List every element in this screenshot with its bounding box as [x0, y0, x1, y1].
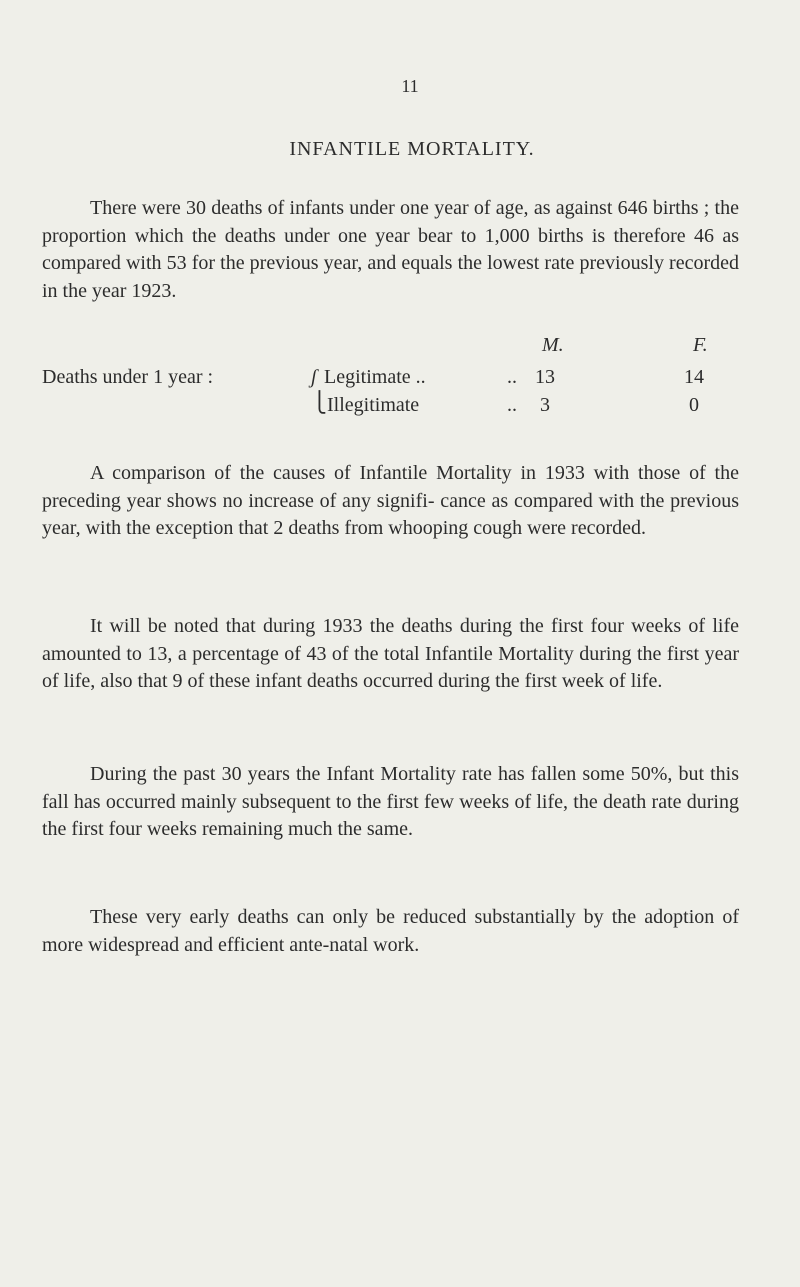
table-row-illegitimate-dots: .. — [507, 394, 517, 416]
column-header-female: F. — [693, 334, 708, 356]
table-cell-legitimate-male: 13 — [535, 366, 555, 388]
table-cell-illegitimate-female: 0 — [689, 394, 699, 416]
table-row-illegitimate-label: Illegitimate — [327, 394, 420, 416]
paragraph-thirty-year-trend: During the past 30 years the Infant Mortality rate has fallen some 50%, but this fall has occurred mainly subsequent to the first few weeks of life, the death rate during the first four weeks remaining much the same. — [42, 763, 739, 840]
paragraph-causes-comparison: A comparison of the causes of Infantile Mortality in 1933 with those of the preceding year shows no increase of any signifi- cance as compared with the previous year, with the exception that 2 deaths from whooping cough were recorded. — [42, 462, 739, 539]
table-cell-illegitimate-male: 3 — [540, 394, 550, 416]
brace-bottom-icon: ⎩ — [312, 392, 327, 414]
paragraph-first-weeks-deaths: It will be noted that during 1933 the deaths during the first four weeks of life amounted to 13, a percentage of 43 of the total Infantile Mortality during the first year of life, also that 9 of these infant deaths occurred during the first week of life. — [42, 615, 739, 692]
page-title: INFANTILE MORTALITY. — [289, 138, 535, 160]
column-header-male: M. — [542, 334, 564, 356]
table-row-legitimate-dots: .. — [507, 366, 517, 388]
table-row-label: Deaths under 1 year : — [42, 366, 214, 388]
brace-top-icon: ʃ — [311, 366, 317, 388]
table-row-legitimate-label: Legitimate .. — [324, 366, 426, 388]
page-number: 11 — [401, 76, 419, 96]
paragraph-ante-natal-work: These very early deaths can only be reduced substantially by the adoption of more widespread and efficient ante-natal work. — [42, 906, 739, 956]
paragraph-infant-deaths-summary: There were 30 deaths of infants under one year of age, as against 646 births ; the proportion which the deaths under one year bear to 1,000 births is therefore 46 as compared with 53 for the previous year, and equals the lowest rate previously recorded in the year 1923. — [42, 197, 739, 302]
table-cell-legitimate-female: 14 — [684, 366, 704, 388]
